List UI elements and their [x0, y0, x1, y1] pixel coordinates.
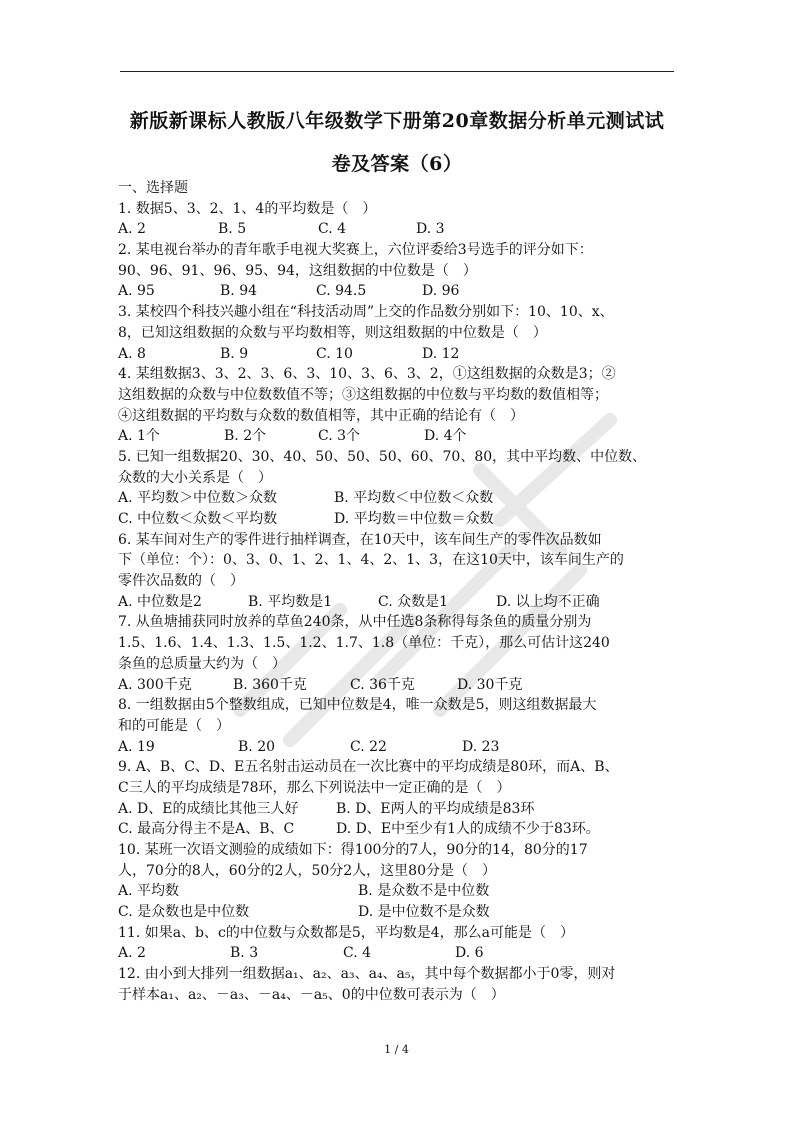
- section-heading: 一、选择题: [118, 180, 188, 196]
- options-row: [118, 426, 678, 447]
- option: C. 36千克: [350, 676, 415, 693]
- question-text: 7. 从鱼塘捕获同时放养的草鱼240条，从中任选8条称得每条鱼的质量分别为: [118, 614, 592, 631]
- question-text: 8，已知这组数据的众数与平均数相等，则这组数据的中位数是（ ）: [118, 324, 547, 341]
- option: D. D、E中至少有1人的成绩不少于83环。: [336, 821, 600, 838]
- document-title-line1: 新版新课标人教版八年级数学下册第20章数据分析单元测试试: [129, 110, 665, 132]
- question-text: C三人的平均成绩是78环，那么下列说法中一定正确的是（ ）: [118, 779, 511, 796]
- page-number: 1 / 4: [384, 1043, 409, 1056]
- options-row: [118, 488, 678, 509]
- option: B. 5: [218, 221, 247, 238]
- option: B. 20: [238, 738, 276, 755]
- option: A. 平均数: [118, 883, 180, 900]
- option: D. 4个: [424, 428, 467, 445]
- option: C. 94.5: [316, 283, 367, 300]
- option: D. 是中位数不是众数: [358, 904, 490, 921]
- options-row: [118, 592, 678, 613]
- option: A. 1个: [118, 428, 160, 445]
- option: D. 平均数＝中位数＝众数: [334, 511, 494, 527]
- option: C. 4: [343, 945, 372, 962]
- question-text: 人，70分的8人，60分的2人，50分2人，这里80分是（ ）: [118, 862, 496, 879]
- question-text: 1.5、1.6、1.4、1.3、1.5、1.2、1.7、1.8（单位：千克），那么可估计这240: [118, 635, 610, 652]
- question-text: 于样本a₁、a₂、－a₃、－a₄、－a₅、0的中位数可表示为（ ）: [118, 986, 505, 1003]
- question-text: 9. A、B、C、D、E五名射击运动员在一次比赛中的平均成绩是80环，而A、B、: [118, 759, 619, 776]
- document-title-line2: 卷及答案（6）: [331, 153, 463, 175]
- question-text: 下（单位：个）：0、3、0、1、2、1、4、2、1、3，在这10天中，该车间生产的: [118, 552, 624, 569]
- options-row: [118, 509, 678, 530]
- question-text: 90、96、91、96、95、94，这组数据的中位数是（ ）: [118, 262, 477, 279]
- options-row: [118, 902, 678, 923]
- option: D. 以上均不正确: [496, 593, 600, 610]
- question-text: 3. 某校四个科技兴趣小组在“科技活动周”上交的作品数分别如下：10、10、x、: [118, 304, 614, 321]
- option: A. D、E的成绩比其他三人好: [118, 800, 299, 817]
- question-list: [118, 178, 678, 1006]
- option: A. 平均数＞中位数＞众数: [118, 490, 278, 507]
- option: A. 19: [118, 738, 155, 755]
- option: B. D、E两人的平均成绩是83环: [336, 800, 535, 817]
- question-text: 4. 某组数据3、3、2、3、6、3、10、3、6、3、2，①这组数据的众数是3；②: [118, 366, 616, 383]
- options-row: [118, 943, 678, 964]
- option: A. 300千克: [118, 676, 192, 693]
- option: B. 平均数是1: [248, 593, 333, 610]
- options-row: [118, 819, 678, 840]
- option: C. 中位数＜众数＜平均数: [118, 511, 278, 527]
- option: A. 2: [118, 945, 146, 962]
- option: B. 360千克: [233, 676, 307, 693]
- question-text: 6. 某车间对生产的零件进行抽样调查，在10天中，该车间生产的零件次品数如: [118, 531, 602, 548]
- option: B. 3: [230, 945, 259, 962]
- question-text: 条鱼的总质量大约为（ ）: [118, 655, 286, 672]
- option: D. 6: [455, 945, 484, 962]
- options-row: [118, 799, 678, 820]
- option: C. 10: [316, 345, 353, 362]
- question-text: 和的可能是（ ）: [118, 717, 230, 734]
- option: C. 4: [318, 221, 347, 238]
- question-text: ④这组数据的平均数与众数的数值相等，其中正确的结论有（ ）: [118, 407, 524, 424]
- option: A. 中位数是2: [118, 593, 202, 610]
- option: D. 3: [416, 221, 445, 238]
- option: B. 平均数＜中位数＜众数: [334, 490, 494, 507]
- option: D. 96: [422, 283, 460, 300]
- option: B. 是众数不是中位数: [358, 883, 490, 900]
- question-text: 这组数据的众数与中位数数值不等；③这组数据的中位数与平均数的数值相等；: [118, 386, 608, 403]
- option: C. 是众数也是中位数: [118, 904, 250, 921]
- question-text: 5. 已知一组数据20、30、40、50、50、50、60、70、80，其中平均数、中位数、: [118, 448, 647, 465]
- option: B. 9: [220, 345, 249, 362]
- option: D. 12: [422, 345, 460, 362]
- option: C. 众数是1: [378, 593, 449, 610]
- options-row: [118, 881, 678, 902]
- question-text: 12. 由小到大排列一组数据a₁、a₂、a₃、a₄、a₅，其中每个数据都小于0零，则对: [118, 966, 616, 983]
- options-row: [118, 281, 678, 302]
- options-row: [118, 675, 678, 696]
- question-text: 2. 某电视台举办的青年歌手电视大奖赛上，六位评委给3号选手的评分如下：: [118, 242, 593, 259]
- option: A. 2: [118, 221, 146, 238]
- question-text: 1. 数据5、3、2、1、4的平均数是（ ）: [118, 200, 377, 217]
- options-row: [118, 737, 678, 758]
- options-row: [118, 344, 678, 365]
- option: D. 30千克: [457, 676, 523, 693]
- options-row: [118, 219, 678, 240]
- question-text: 11. 如果a、b、c的中位数与众数都是5，平均数是4，那么a可能是（ ）: [118, 924, 575, 941]
- option: A. 95: [118, 283, 155, 300]
- option: B. 2个: [224, 428, 267, 445]
- option: C. 最高分得主不是A、B、C: [118, 821, 295, 838]
- option: D. 23: [462, 738, 500, 755]
- option: C. 3个: [318, 428, 361, 445]
- question-text: 众数的大小关系是（ ）: [118, 469, 272, 486]
- option: B. 94: [220, 283, 258, 300]
- option: C. 22: [350, 738, 387, 755]
- option: A. 8: [118, 345, 146, 362]
- question-text: 8. 一组数据由5个整数组成，已知中位数是4，唯一众数是5，则这组数据最大: [118, 697, 597, 714]
- question-text: 零件次品数的（ ）: [118, 573, 244, 590]
- header-rule: [120, 71, 674, 72]
- question-text: 10. 某班一次语文测验的成绩如下：得100分的7人，90分的14，80分的17: [118, 842, 588, 858]
